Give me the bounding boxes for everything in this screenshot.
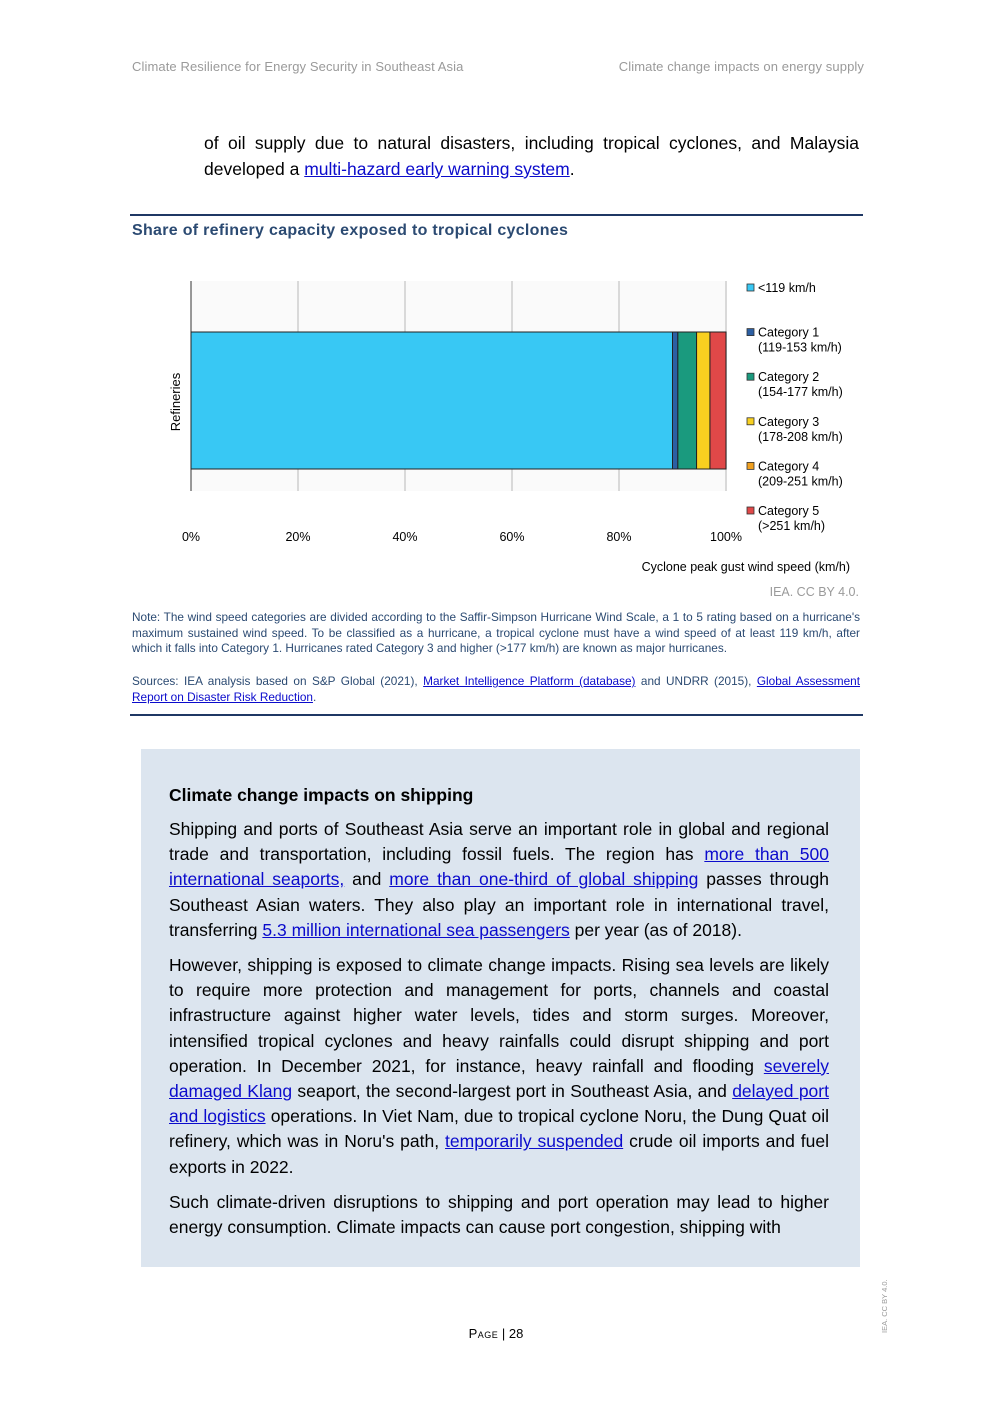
intro-text: of oil supply due to natural disasters, including tropical cyclones, and Malaysia developed a (204, 133, 859, 179)
legend-label: Category 5 (758, 504, 820, 518)
box-paragraph-2 (169, 953, 829, 1180)
bar-segment-2 (673, 332, 678, 469)
legend-label-range: (178-208 km/h) (758, 429, 843, 444)
x-tick-label: 60% (499, 530, 525, 544)
suspended-imports-link[interactable]: temporarily suspended (445, 1131, 624, 1152)
x-tick-label: 80% (606, 530, 632, 544)
legend-swatch (747, 462, 754, 469)
page-label: Page (468, 1326, 499, 1341)
bar-segment-1 (191, 332, 673, 469)
box-text: and (344, 869, 390, 890)
x-tick-label: 100% (710, 530, 742, 544)
box-text: seaport, the second-largest port in Southeast Asia, and (292, 1081, 733, 1102)
sea-passengers-link[interactable]: 5.3 million international sea passengers (262, 919, 570, 940)
x-tick-label: 20% (285, 530, 311, 544)
box-text: per year (as of 2018). (569, 919, 742, 940)
chart-legend (747, 281, 843, 533)
legend-label: <119 km/h (758, 281, 816, 295)
page-separator: | (498, 1326, 509, 1341)
legend-label-range: (154-177 km/h) (758, 385, 843, 400)
running-header-left: Climate Resilience for Energy Security in Southeast Asia (132, 59, 464, 74)
early-warning-link[interactable]: multi-hazard early warning system (304, 159, 570, 179)
legend-swatch (747, 329, 754, 336)
figure-top-rule (130, 214, 863, 216)
sources-text: Sources: IEA analysis based on S&P Global (2021), (132, 674, 424, 688)
legend-swatch (747, 418, 754, 425)
global-assessment-link[interactable]: Global Assessment Report on Disaster Risk Reduction (132, 674, 861, 704)
legend-label: Category 1 (758, 325, 820, 340)
page-number: 28 (508, 1326, 524, 1341)
page-footer (0, 1326, 992, 1341)
global-shipping-link[interactable]: more than one-third of global shipping (389, 869, 699, 890)
legend-label: Category 4 (758, 459, 820, 474)
x-tick-labels (182, 530, 742, 544)
y-axis-label: Refineries (168, 372, 183, 432)
legend-label-range: (>251 km/h) (758, 519, 826, 533)
side-credit: IEA. CC BY 4.0. (880, 1279, 889, 1333)
legend-label-range: (209-251 km/h) (758, 474, 843, 489)
box-text: operations. In Viet Nam, due to tropical cyclone Noru, the Dung Quat oil refinery, which was in Noru's path, (169, 1106, 829, 1152)
box-text: crude oil imports and fuel exports in 2022. (169, 1131, 830, 1177)
bar-segment-6 (710, 332, 726, 469)
seaports-link[interactable]: more than 500 international seaports, (169, 844, 829, 890)
chart-bars (191, 332, 726, 469)
port-logistics-link[interactable]: delayed port and logistics (169, 1081, 829, 1127)
x-tick-label: 0% (181, 530, 201, 544)
box-text: passes through Southeast Asian waters. They also play an important role in international travel, transferring (169, 869, 829, 940)
legend-swatch (747, 507, 754, 514)
shipping-info-box (141, 749, 860, 1267)
box-text: However, shipping is exposed to climate change impacts. Rising sea levels are likely to require more protection and management for ports, channels and coastal infrastructure against higher water levels, tides and storm surges. Moreover, intensified tropical cyclones and heavy rainfalls could disrupt shipping and port operation. In December 2021, for instance, heavy rainfall and flooding (169, 955, 829, 1076)
intro-paragraph (204, 130, 859, 182)
intro-text-end: . (569, 159, 575, 179)
sources-text-3: . (312, 689, 317, 704)
figure-sources (132, 674, 860, 705)
figure-credit: IEA. CC BY 4.0. (769, 585, 859, 599)
box-paragraph-1 (169, 817, 829, 943)
legend-label-range: (119-153 km/h) (758, 340, 842, 355)
box-text: Shipping and ports of Southeast Asia serve an important role in global and regional trade and transportation, including fossil fuels. The region has (169, 819, 829, 865)
legend-label: Category 3 (758, 414, 820, 429)
sources-text-2: and UNDRR (2015), (635, 674, 757, 688)
x-axis-label: Cyclone peak gust wind speed (km/h) (641, 560, 850, 574)
running-header-right: Climate change impacts on energy supply (618, 59, 864, 74)
box-paragraph-3: Such climate-driven disruptions to shipping and port operation may lead to higher energy consumption. Climate impacts can cause port congestion, shipping with (169, 1191, 829, 1238)
legend-swatch (747, 373, 754, 380)
legend-swatch (747, 284, 754, 291)
bar-segment-3 (678, 332, 697, 469)
market-intelligence-link[interactable]: Market Intelligence Platform (database) (423, 674, 636, 688)
klang-damage-link[interactable]: severely damaged Klang (169, 1055, 829, 1102)
figure-bottom-rule (130, 714, 863, 716)
figure-title: Share of refinery capacity exposed to tropical cyclones (132, 222, 569, 239)
x-tick-label: 40% (392, 530, 418, 544)
bar-segment-4 (697, 332, 710, 469)
box-title: Climate change impacts on shipping (169, 785, 474, 805)
figure-note: Note: The wind speed categories are divided according to the Saffir-Simpson Hurricane Wind Scale, a 1 to 5 rating based on a hurricane's maximum sustained wind speed. To be classified as a hurricane, a tropical cyclone must have a wind speed of at least 119 km/h, after which it falls into Category 1. Hurricanes rated Category 3 and higher (>177 km/h) are known as major hurricanes. (132, 610, 860, 655)
refinery-exposure-chart (150, 265, 870, 585)
legend-label: Category 2 (758, 370, 820, 385)
